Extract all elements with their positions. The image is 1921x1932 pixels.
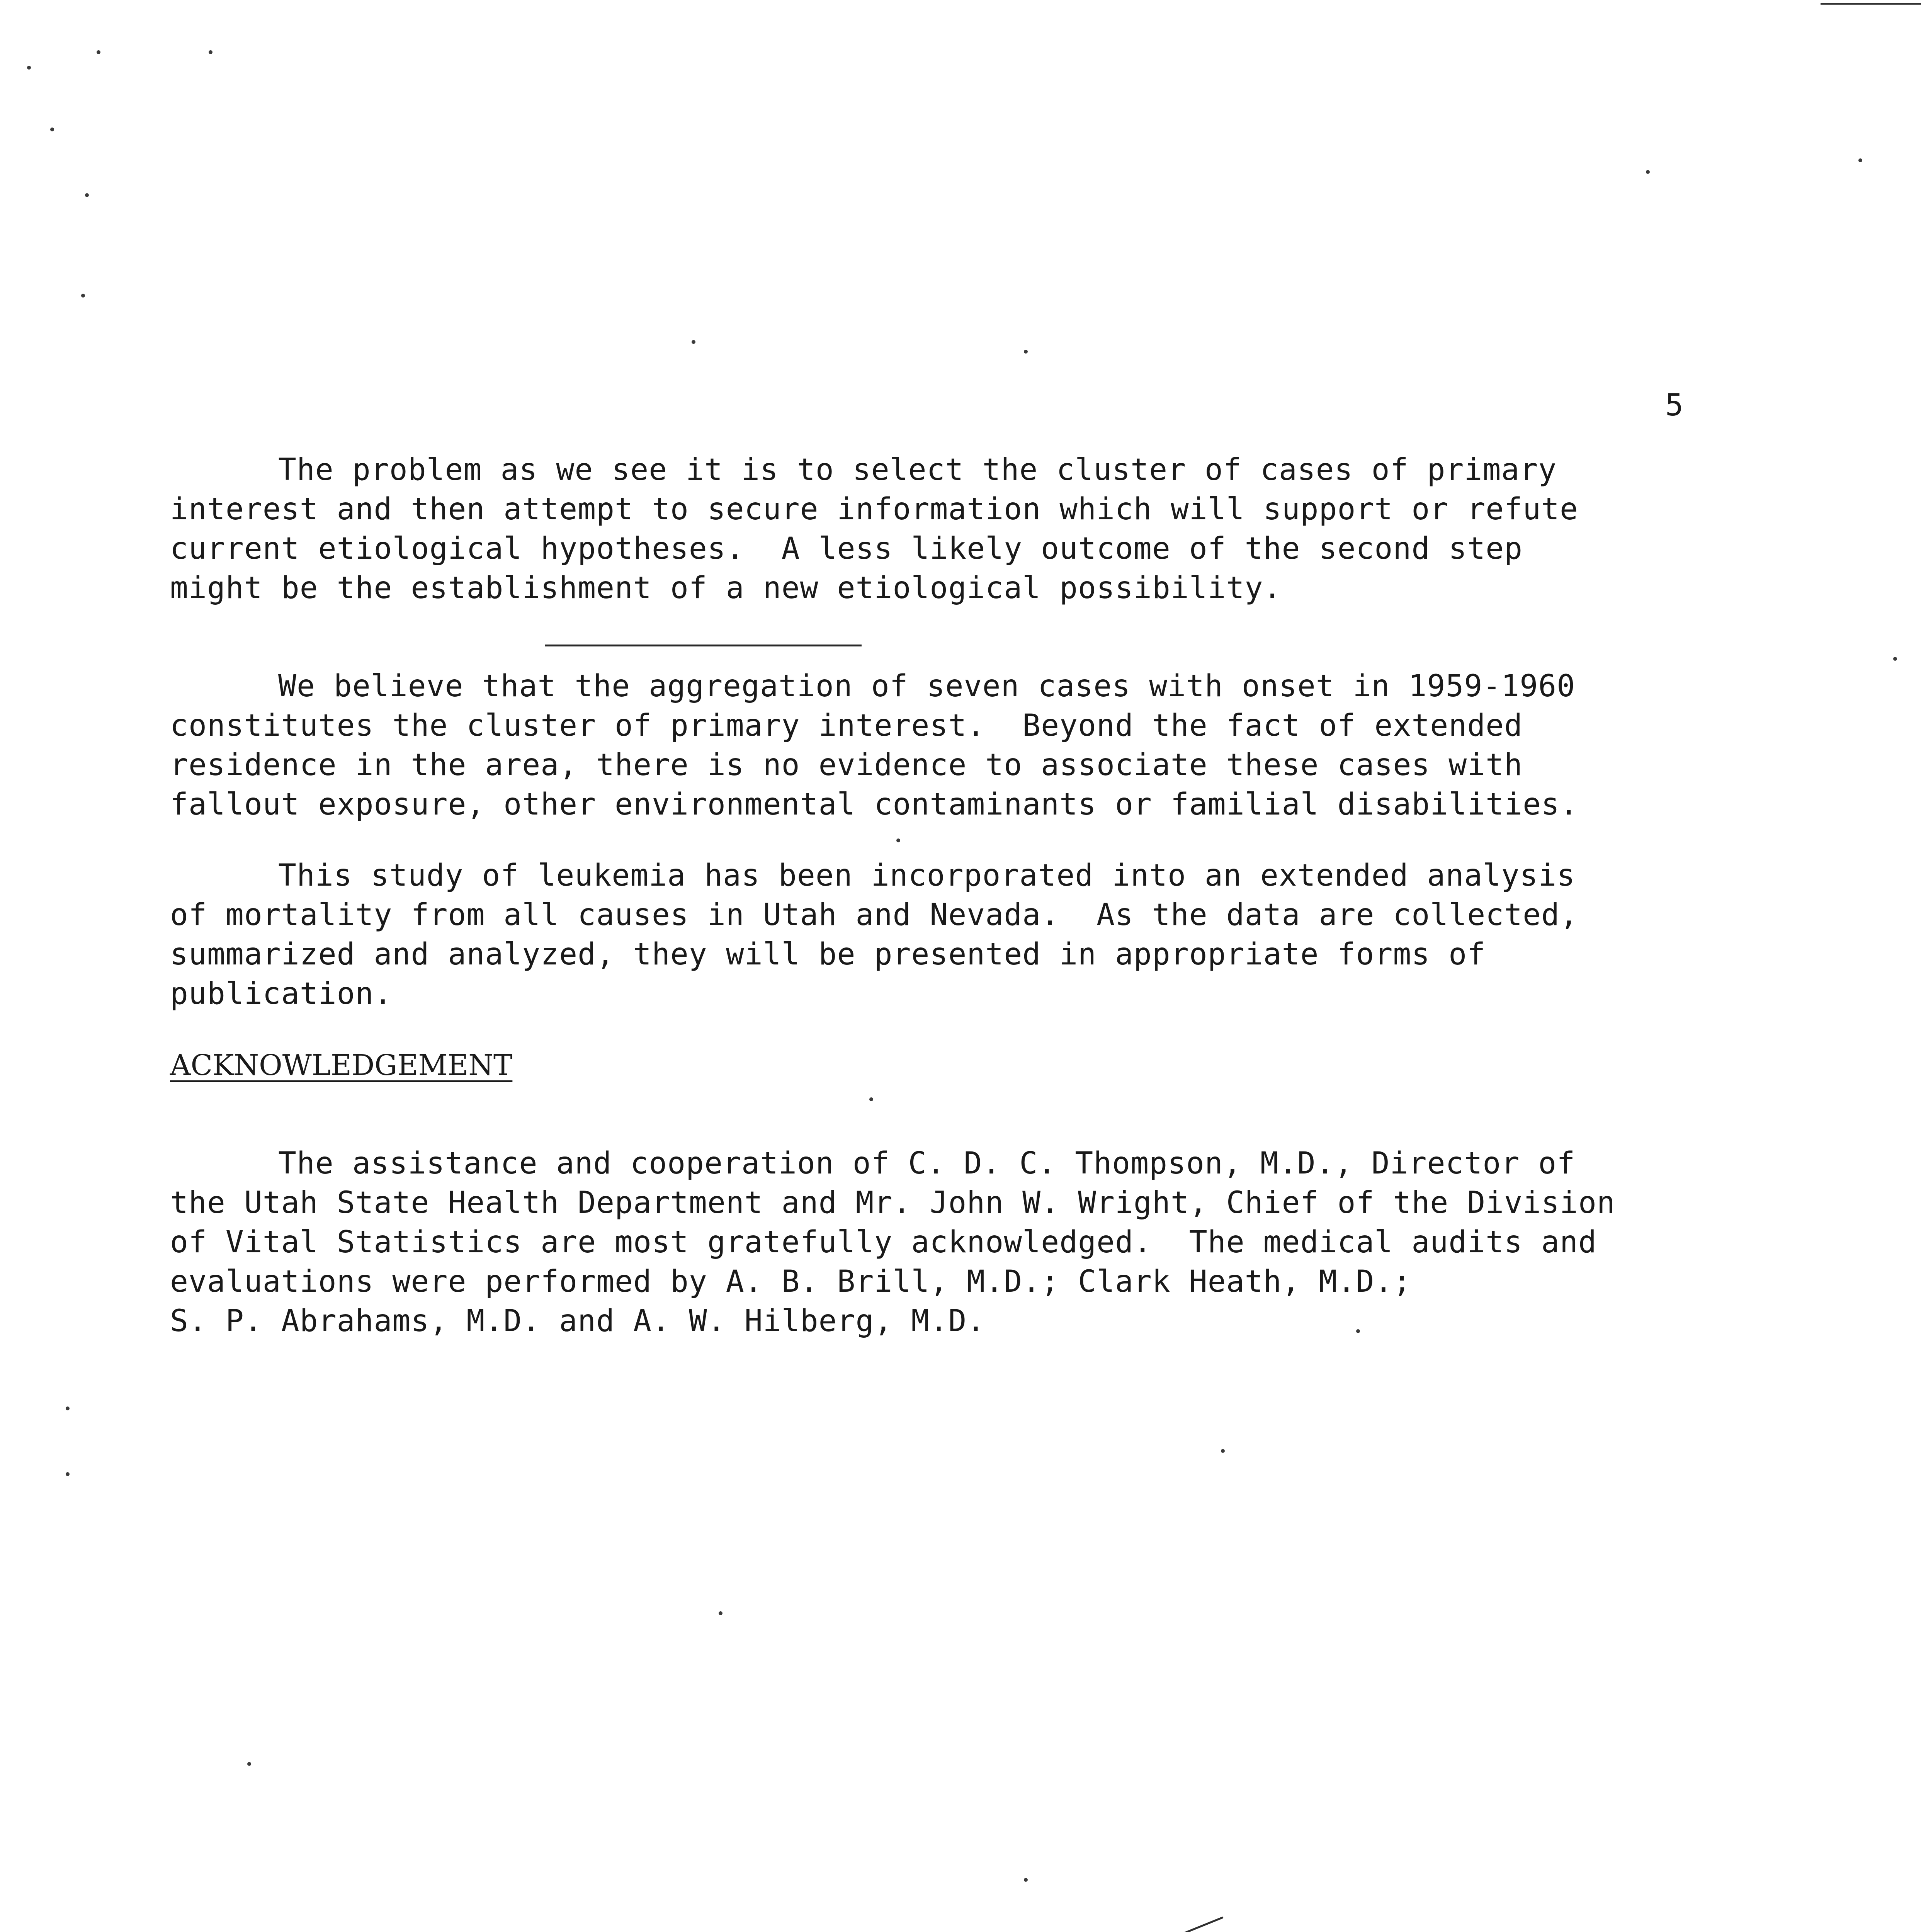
scan-speck: [1858, 158, 1862, 162]
scan-speck: [1893, 657, 1897, 661]
paragraph-line: We believe that the aggregation of seven cases with onset in 1959-1960: [278, 669, 1576, 704]
scan-speck: [692, 340, 695, 344]
paragraph-acknowledgement: [170, 1144, 1746, 1341]
paragraph-belief: [170, 667, 1746, 824]
scan-speck: [50, 128, 54, 131]
scan-speck: [1024, 350, 1028, 354]
scan-speck: [719, 1611, 722, 1615]
paragraph-line: current etiological hypotheses. A less likely outcome of the second step: [170, 531, 1523, 566]
acknowledgement-heading: ACKNOWLEDGEMENT: [170, 1049, 513, 1082]
paragraph-line: This study of leukemia has been incorporated into an extended analysis: [278, 858, 1576, 893]
scan-speck: [896, 838, 900, 842]
paragraph-line: interest and then attempt to secure information which will support or refute: [170, 492, 1578, 527]
paragraph-line: The problem as we see it is to select the cluster of cases of primary: [278, 452, 1557, 487]
paragraph-line: fallout exposure, other environmental contaminants or familial disabilities.: [170, 787, 1578, 822]
scan-speck: [869, 1097, 873, 1101]
page-number: 5: [1665, 388, 1683, 423]
scan-speck: [247, 1762, 251, 1766]
section-divider: [545, 645, 862, 646]
paragraph-line: publication.: [170, 976, 393, 1011]
paragraph-line: evaluations were performed by A. B. Brill, M.D.; Clark Heath, M.D.;: [170, 1264, 1412, 1299]
scan-speck: [1356, 1329, 1360, 1333]
scan-speck: [97, 50, 100, 54]
scan-speck: [1221, 1449, 1225, 1453]
paragraph-line: The assistance and cooperation of C. D. C. Thompson, M.D., Director of: [278, 1146, 1576, 1181]
paragraph-study: [170, 856, 1746, 1014]
paragraph-line: of Vital Statistics are most gratefully acknowledged. The medical audits and: [170, 1225, 1597, 1260]
scan-speck: [27, 66, 31, 70]
paragraph-line: of mortality from all causes in Utah and Nevada. As the data are collected,: [170, 898, 1578, 932]
paragraph-line: might be the establishment of a new etiological possibility.: [170, 571, 1282, 605]
scan-speck: [1646, 170, 1650, 174]
scan-speck: [1024, 1878, 1028, 1882]
paragraph-line: S. P. Abrahams, M.D. and A. W. Hilberg, M.D.: [170, 1304, 986, 1338]
scan-speck: [81, 294, 85, 298]
scan-speck: [85, 193, 89, 197]
scan-mark: [1183, 1917, 1224, 1932]
paragraph-line: constitutes the cluster of primary interest. Beyond the fact of extended: [170, 708, 1523, 743]
paragraph-line: the Utah State Health Department and Mr. John W. Wright, Chief of the Division: [170, 1185, 1615, 1220]
paragraph-line: residence in the area, there is no evidence to associate these cases with: [170, 748, 1523, 782]
scan-speck: [66, 1472, 70, 1476]
paragraph-line: summarized and analyzed, they will be presented in appropriate forms of: [170, 937, 1486, 972]
scan-speck: [209, 50, 212, 54]
scan-speck: [66, 1406, 70, 1410]
corner-scan-mark: [1821, 3, 1921, 5]
paragraph-problem: [170, 450, 1746, 608]
